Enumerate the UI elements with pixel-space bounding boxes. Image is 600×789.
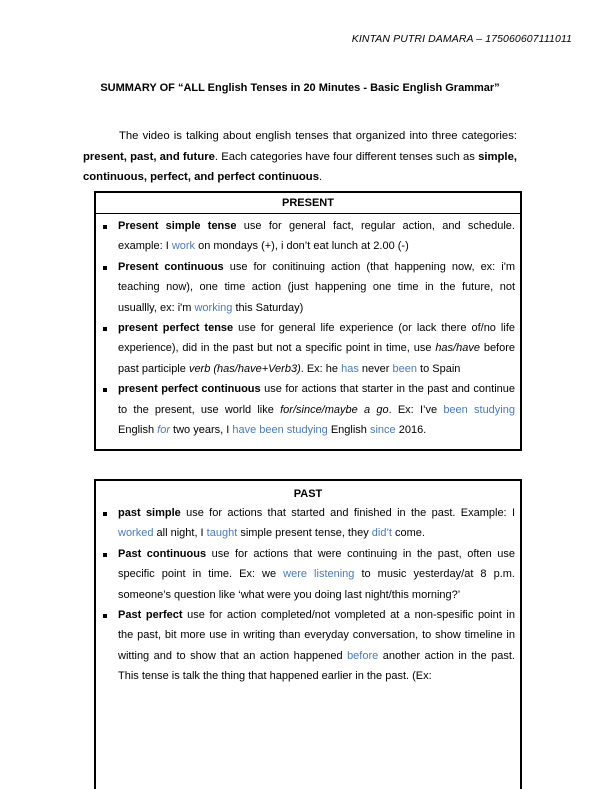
example-highlight: worked — [118, 527, 154, 540]
item-text: this Saturday) — [232, 301, 304, 314]
bullet-icon — [103, 327, 107, 331]
tense-term: Present continuous — [118, 260, 224, 273]
list-item — [96, 544, 520, 605]
example-highlight: taught — [206, 527, 238, 540]
past-section — [94, 479, 522, 789]
item-text: use for action completed/not vompleted at a non-spesific point in the past, bit more use in writing than everyday conversation, to show timeline in witting and to show that an action happened — [118, 609, 515, 662]
intro-paragraph — [83, 126, 517, 188]
item-text: to music yesterday/at 8 p.m. someone’s question like ‘what were you doing last night/this morning?’ — [118, 568, 515, 601]
tense-term: present perfect tense — [118, 322, 234, 335]
author-line: KINTAN PUTRI DAMARA – 175060607111011 — [351, 33, 572, 45]
item-text: use for conitinuing action (that happening now, ex: i'm teaching now), one time action (just happening one time in the future, not usuallly, ex: i'm — [118, 260, 515, 314]
present-heading: PRESENT — [96, 193, 520, 214]
tense-term: Past perfect — [118, 609, 183, 622]
item-text: simple present tense, they — [237, 527, 372, 540]
intro-text-3: . — [319, 171, 323, 183]
tense-term: Past continuous — [118, 547, 207, 560]
intro-bold-categories: present, past, and future — [83, 150, 215, 163]
list-item — [96, 503, 520, 544]
item-text: on mondays (+), i don’t eat lunch at 2.00 (-) — [195, 240, 409, 253]
item-text: never — [358, 362, 393, 375]
list-item — [96, 318, 520, 379]
list-item — [96, 216, 520, 257]
item-text: English — [118, 424, 158, 437]
item-text: before past participle — [118, 342, 516, 375]
item-text: use for general fact, regular action, and schedule. example: I — [118, 220, 515, 253]
intro-text-2: . Each categories have four different tenses such as — [214, 150, 479, 163]
item-text: use for actions that were continuing in the past, often use specific point in time. Ex: we — [118, 547, 515, 581]
item-text: two years, I — [169, 424, 233, 437]
example-highlight: for — [157, 424, 170, 437]
item-text: all night, I — [153, 527, 207, 540]
example-highlight: have been studying — [232, 424, 328, 437]
bullet-icon — [103, 225, 107, 229]
example-highlight: did’t — [371, 527, 392, 540]
bullet-icon — [103, 388, 107, 392]
item-text: use for actions that starter in the past and continue to the present, use world like — [118, 383, 515, 416]
item-text: English — [327, 424, 370, 437]
example-highlight: been studying — [443, 403, 515, 416]
example-highlight: has — [341, 362, 359, 375]
item-text: come. — [391, 527, 425, 540]
item-italic: has/have — [435, 342, 480, 355]
tense-term: present perfect continuous — [118, 383, 261, 396]
example-highlight: work — [171, 240, 196, 253]
list-item — [96, 257, 520, 318]
item-italic: for/since/maybe a go — [280, 403, 389, 416]
list-item — [96, 379, 520, 440]
bullet-icon — [103, 553, 107, 557]
document-title: SUMMARY OF “ALL English Tenses in 20 Minutes - Basic English Grammar” — [100, 82, 500, 94]
past-list — [96, 503, 520, 687]
present-section — [94, 191, 522, 451]
present-list — [96, 214, 520, 440]
intro-text-1: The video is talking about english tenses that organized into three categories: — [119, 130, 517, 142]
list-item — [96, 605, 520, 687]
item-text: to Spain — [416, 362, 461, 375]
item-text: use for general life experience (or lack there of/no life experience), did in the past but not a specific point in time, use — [118, 322, 515, 355]
item-text: 2016. — [395, 424, 427, 437]
example-highlight: before — [347, 649, 379, 662]
bullet-icon — [103, 266, 107, 270]
example-highlight: been — [392, 362, 417, 375]
tense-term: past simple — [118, 507, 181, 519]
example-highlight: since — [369, 424, 396, 437]
item-text: another action in the past. This tense is talk the thing that happened earlier in the past. (Ex: — [118, 649, 515, 683]
item-text: . Ex: he — [300, 362, 342, 375]
item-text: use for actions that started and finished in the past. Example: I — [180, 507, 515, 519]
tense-term: Present simple tense — [118, 220, 237, 232]
item-text: . Ex: I’ve — [388, 403, 444, 416]
item-italic: verb (has/have+Verb3) — [188, 362, 301, 375]
past-heading: PAST — [293, 488, 323, 500]
intro-bold-tenses: simple, continuous, perfect, and perfect continuous — [83, 150, 517, 183]
example-highlight: were listening — [283, 568, 355, 581]
example-highlight: working — [194, 301, 233, 314]
bullet-icon — [103, 512, 107, 516]
bullet-icon — [103, 614, 107, 618]
